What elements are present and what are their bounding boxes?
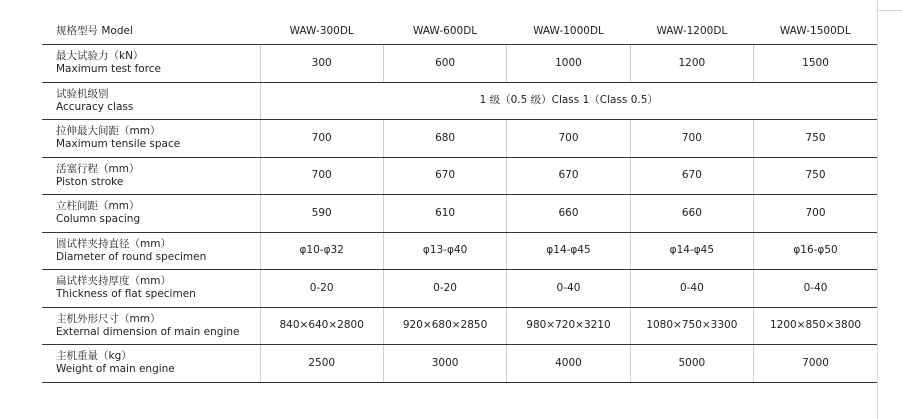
row-label-en: Diameter of round specimen <box>56 250 207 263</box>
row-label-en: Thickness of flat specimen <box>56 288 196 301</box>
model-header: WAW-1000DL <box>507 18 630 45</box>
table-cell: 0-40 <box>630 270 753 308</box>
row-label <box>42 307 260 345</box>
row-label-zh: 主机外形尺寸（mm） <box>56 312 161 325</box>
table-cell: 700 <box>260 157 383 195</box>
table-cell: 670 <box>383 157 506 195</box>
table-cell: 660 <box>630 195 753 233</box>
table-cell: φ16-φ50 <box>754 232 877 270</box>
row-label-zh: 立柱间距（mm） <box>56 200 140 213</box>
row-label-zh: 拉伸最大间距（mm） <box>56 125 161 138</box>
table-cell: 680 <box>383 120 506 158</box>
row-label-zh: 主机重量（kg） <box>56 350 132 363</box>
row-label-zh: 活塞行程（mm） <box>56 162 140 175</box>
table-row <box>42 307 877 345</box>
row-label-zh: 最大试验力（kN） <box>56 50 144 63</box>
table-row <box>42 232 877 270</box>
table-cell: 660 <box>507 195 630 233</box>
table-cell: 590 <box>260 195 383 233</box>
spec-table <box>42 18 877 383</box>
row-label <box>42 345 260 383</box>
model-header: WAW-600DL <box>383 18 506 45</box>
row-label-en: Column spacing <box>56 213 141 226</box>
table-cell: 750 <box>754 120 877 158</box>
table-row <box>42 195 877 233</box>
table-cell: 700 <box>507 120 630 158</box>
row-label <box>42 270 260 308</box>
table-cell: 2500 <box>260 345 383 383</box>
table-cell: 0-40 <box>754 270 877 308</box>
page-corner-line <box>877 10 902 11</box>
table-row <box>42 45 877 83</box>
page-edge-line <box>877 0 878 419</box>
table-cell: 1500 <box>754 45 877 83</box>
header-label: 规格型号 Model <box>42 18 260 45</box>
row-label-en: Weight of main engine <box>56 363 175 376</box>
table-cell: φ10-φ32 <box>260 232 383 270</box>
row-label-en: Piston stroke <box>56 175 124 188</box>
table-row <box>42 120 877 158</box>
table-cell: φ14-φ45 <box>630 232 753 270</box>
table-cell: 670 <box>507 157 630 195</box>
row-label-zh: 圆试样夹持直径（mm） <box>56 237 171 250</box>
table-cell: 840×640×2800 <box>260 307 383 345</box>
row-label-en: Maximum tensile space <box>56 138 181 151</box>
table-cell: 0-20 <box>260 270 383 308</box>
row-label-en: Accuracy class <box>56 100 134 113</box>
row-label <box>42 120 260 158</box>
table-cell: 700 <box>260 120 383 158</box>
model-header: WAW-1200DL <box>630 18 753 45</box>
row-label <box>42 45 260 83</box>
row-label <box>42 157 260 195</box>
table-cell: 600 <box>383 45 506 83</box>
table-header-row <box>42 18 877 45</box>
row-label-en: External dimension of main engine <box>56 325 240 338</box>
table-row <box>42 345 877 383</box>
table-cell: 610 <box>383 195 506 233</box>
table-cell: 750 <box>754 157 877 195</box>
table-cell: 920×680×2850 <box>383 307 506 345</box>
table-row <box>42 270 877 308</box>
table-cell: 1200×850×3800 <box>754 307 877 345</box>
table-cell: 4000 <box>507 345 630 383</box>
merged-cell: 1 级（0.5 级）Class 1（Class 0.5） <box>260 82 877 120</box>
table-cell: 670 <box>630 157 753 195</box>
table-cell: 300 <box>260 45 383 83</box>
table-cell: 0-20 <box>383 270 506 308</box>
table-cell: 1200 <box>630 45 753 83</box>
table-cell: 700 <box>754 195 877 233</box>
table-cell: 0-40 <box>507 270 630 308</box>
row-label <box>42 195 260 233</box>
table-cell: 700 <box>630 120 753 158</box>
table-cell: 5000 <box>630 345 753 383</box>
table-cell: 1080×750×3300 <box>630 307 753 345</box>
table-cell: φ13-φ40 <box>383 232 506 270</box>
row-label-zh: 扁试样夹持厚度（mm） <box>56 275 171 288</box>
table-cell: φ14-φ45 <box>507 232 630 270</box>
table-row <box>42 157 877 195</box>
row-label <box>42 232 260 270</box>
row-label-zh: 试验机级别 <box>56 87 109 100</box>
table-cell: 3000 <box>383 345 506 383</box>
row-label-en: Maximum test force <box>56 63 162 76</box>
table-row <box>42 82 877 120</box>
model-header: WAW-300DL <box>260 18 383 45</box>
table-cell: 1000 <box>507 45 630 83</box>
row-label <box>42 82 260 120</box>
table-cell: 7000 <box>754 345 877 383</box>
table-cell: 980×720×3210 <box>507 307 630 345</box>
model-header: WAW-1500DL <box>754 18 877 45</box>
